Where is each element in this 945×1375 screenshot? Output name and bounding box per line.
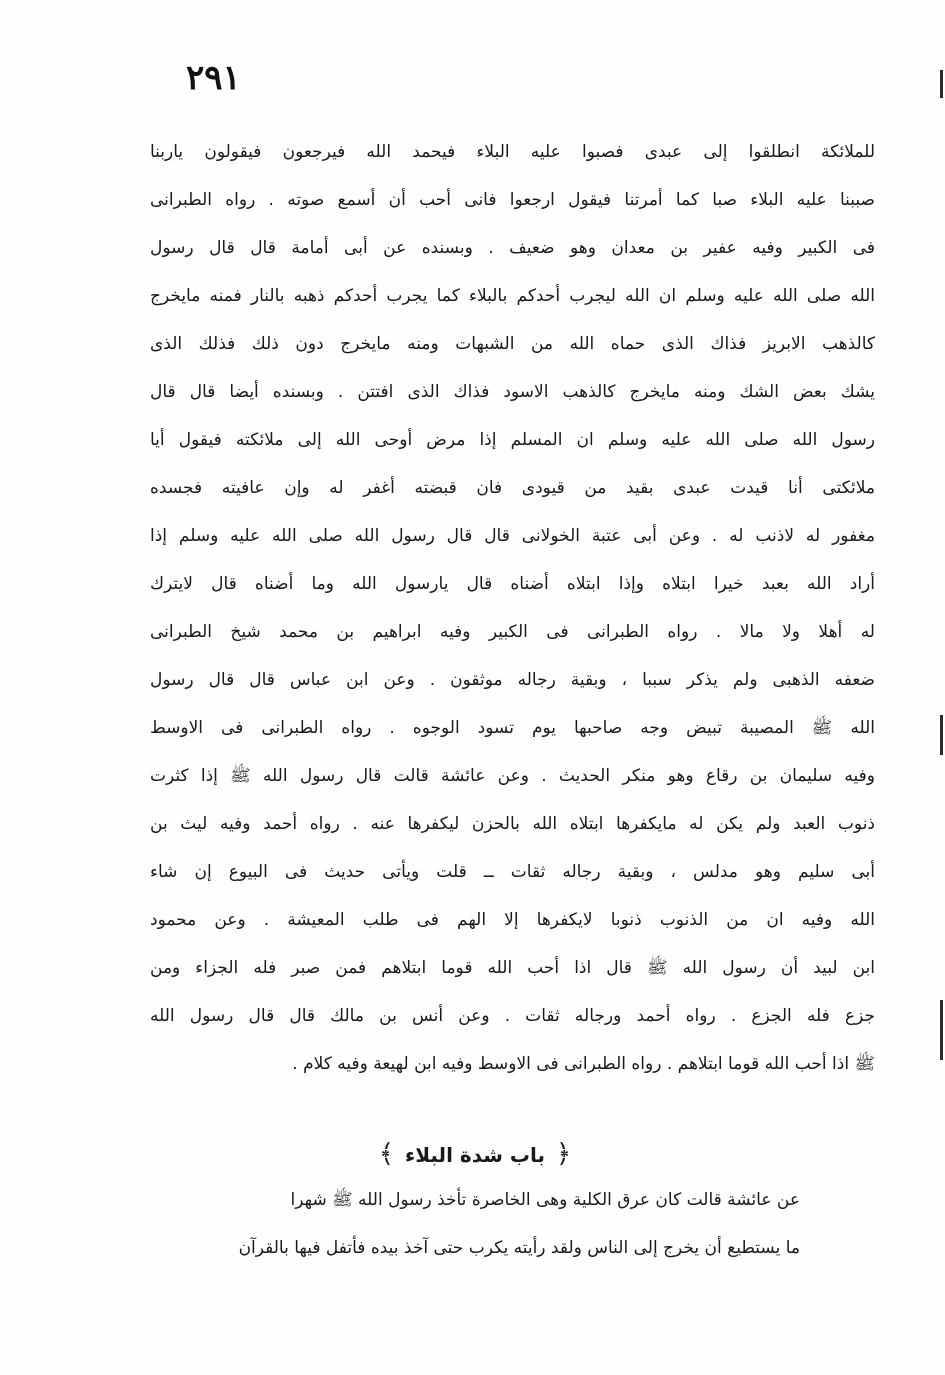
text-line: الله وفيه ان من الذنوب ذنوبا لايكفرها إلا الهم فى طلب المعيشة . وعن محمود — [150, 910, 875, 930]
ornamental-bracket-close: ﴾ — [378, 1139, 395, 1169]
scan-edge-mark — [940, 70, 943, 98]
text-line: صببنا عليه البلاء صبا كما أمرتنا فيقول ارجعوا فانى أحب أن أسمع صوته . رواه الطبرانى — [150, 190, 875, 210]
chapter-title: باب شدة البلاء — [404, 1143, 545, 1167]
text-line: فى الكبير وفيه عفير بن معدان وهو ضعيف . وبسنده عن أبى أمامة قال قال رسول — [150, 238, 875, 258]
text-line: ما يستطيع أن يخرج إلى الناس ولقد رأيته يكرب حتى آخذ بيده فأتفل فيها بالقرآن — [238, 1238, 800, 1258]
text-line: الله صلى الله عليه وسلم ان الله ليجرب أحدكم بالبلاء كما يجرب أحدكم ذهبه بالنار فمنه مايخرج — [150, 286, 875, 306]
body-text — [150, 128, 875, 1088]
text-line: رسول الله صلى الله عليه وسلم ان المسلم إذا مرض أوحى الله إلى ملائكته فيقول أيا — [150, 430, 875, 450]
text-line: أراد الله بعبد خيرا ابتلاه وإذا ابتلاه أضناه قال يارسول الله وما أضناه قال لايترك — [150, 574, 875, 594]
text-line: للملائكة انطلقوا إلى عبدى فصبوا عليه البلاء فيحمد الله فيرجعون فيقولون ياربنا — [150, 142, 875, 162]
chapter-heading — [340, 1132, 610, 1176]
text-line: يشك بعض الشك ومنه مايخرج كالذهب الاسود فذاك الذى افتتن . وبسنده أيضا قال قال — [150, 382, 875, 402]
scan-edge-mark — [940, 715, 943, 755]
text-line: ﷺ اذا أحب الله قوما ابتلاهم . رواه الطبرانى فى الاوسط وفيه ابن لهيعة وفيه كلام . — [292, 1054, 875, 1074]
page-number: ٢٩١ — [186, 58, 241, 98]
text-line: وفيه سليمان بن رقاع وهو منكر الحديث . وعن عائشة قالت قال رسول الله ﷺ إذا كثرت — [150, 766, 875, 786]
text-line: ضعفه الذهبى ولم يذكر سببا ، وبقية رجاله موثقون . وعن ابن عباس قال قال رسول — [150, 670, 875, 690]
text-line: كالذهب الابريز فذاك الذى حماه الله من الشبهات ومنه مايخرج دون ذلك فذلك الذى — [150, 334, 875, 354]
text-line: أبى سليم وهو مدلس ، وبقية رجاله ثقات ــ قلت ويأتى حديث فى البيوع إن شاء — [150, 862, 875, 882]
text-line: ذنوب العبد ولم يكن له مايكفرها ابتلاه الله بالحزن ليكفرها عنه . رواه أحمد وفيه ليث بن — [150, 814, 875, 834]
ornamental-bracket-open: ﴿ — [555, 1139, 572, 1169]
text-line: له أهلا ولا مالا . رواه الطبرانى فى الكبير وفيه ابراهيم بن محمد شيخ الطبرانى — [150, 622, 875, 642]
text-line: الله ﷺ المصيبة تبيض وجه صاحبها يوم تسود الوجوه . رواه الطبرانى فى الاوسط — [150, 718, 875, 738]
scan-edge-mark — [940, 1000, 943, 1060]
text-line: ابن لبيد أن رسول الله ﷺ قال اذا أحب الله قوما ابتلاهم فمن صبر فله الجزاء ومن — [150, 958, 875, 978]
text-line: مغفور له لاذنب له . وعن أبى عتبة الخولانى قال قال رسول الله صلى الله عليه وسلم إذا — [150, 526, 875, 546]
text-line: جزع فله الجزع . رواه أحمد ورجاله ثقات . وعن أنس بن مالك قال قال رسول الله — [150, 1006, 875, 1026]
text-line: ملائكتى أنا قيدت عبدى بقيد من قيودى فان قبضته أغفر له وإن عافيته فجسده — [150, 478, 875, 498]
chapter-text — [160, 1176, 800, 1272]
text-line: عن عائشة قالت كان عرق الكلية وهى الخاصرة تأخذ رسول الله ﷺ شهرا — [290, 1190, 800, 1210]
